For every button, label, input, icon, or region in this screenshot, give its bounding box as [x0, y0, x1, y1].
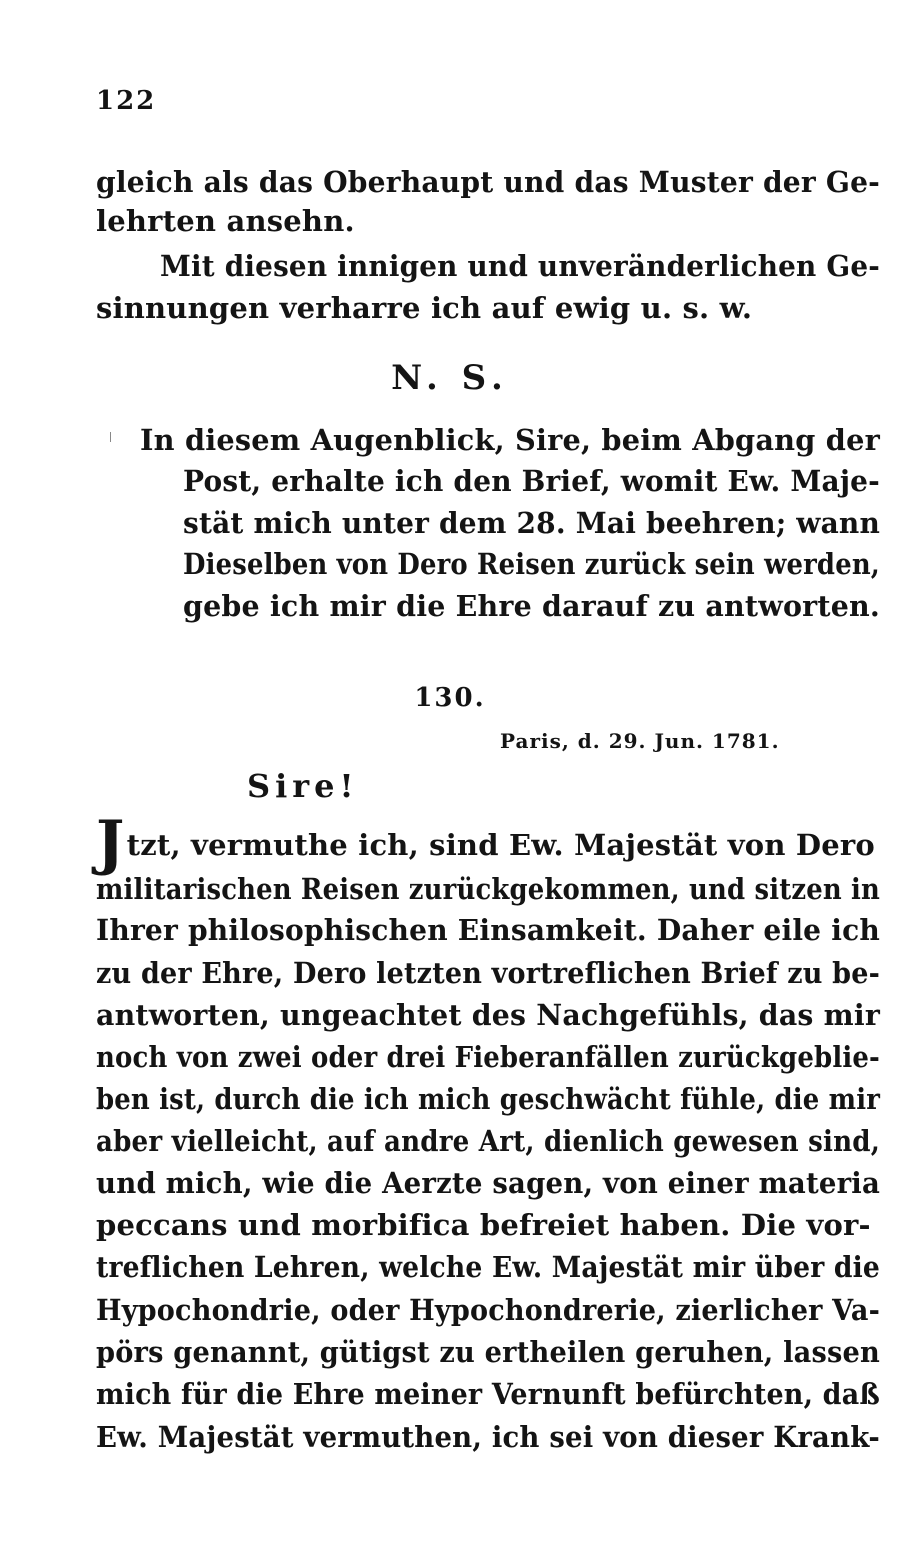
page-number: 122	[96, 86, 157, 116]
body-line: lehrten ansehn.	[96, 204, 355, 238]
letter-line: Ihrer philosophischen Einsamkeit. Daher eile ich	[96, 913, 880, 947]
postscript-line: gebe ich mir die Ehre darauf zu antworten.	[183, 589, 881, 623]
letter-line: militarischen Reisen zurückgekommen, und sitzen in	[96, 872, 881, 906]
drop-cap: J	[96, 808, 125, 878]
body-line: gleich als das Oberhaupt und das Muster der Ge-	[96, 165, 881, 199]
postscript-line: stät mich unter dem 28. Mai beehren; wann	[183, 506, 881, 540]
postscript-line: In diesem Augenblick, Sire, beim Abgang der	[140, 423, 880, 457]
letter-line: aber vielleicht, auf andre Art, dienlich gewesen sind,	[96, 1124, 881, 1158]
letter-first-line	[96, 808, 875, 878]
letter-line: antworten, ungeachtet des Nachgefühls, das mir	[96, 998, 880, 1032]
letter-salutation: Sire!	[247, 767, 359, 805]
letter-line: Ew. Majestät vermuthen, ich sei von dieser Krank-	[96, 1420, 880, 1454]
letter-line: peccans und morbifica befreiet haben. Die vor-	[96, 1208, 871, 1242]
letter-line: mich für die Ehre meiner Vernunft befürchten, daß	[96, 1377, 880, 1411]
letter-line: zu der Ehre, Dero letzten vortreflichen Brief zu be-	[96, 956, 881, 990]
postscript-line: Post, erhalte ich den Brief, womit Ew. Maje-	[183, 464, 880, 498]
letter-line: pörs genannt, gütigst zu ertheilen geruhen, lassen	[96, 1335, 880, 1369]
letter-dateline: Paris, d. 29. Jun. 1781.	[500, 729, 780, 753]
margin-mark	[110, 432, 111, 442]
letter-line: noch von zwei oder drei Fieberanfällen zurückgeblie-	[96, 1040, 881, 1074]
body-line: sinnungen verharre ich auf ewig u. s. w.	[96, 291, 753, 325]
letter-line: und mich, wie die Aerzte sagen, von einer materia	[96, 1166, 881, 1200]
body-line: Mit diesen innigen und unveränderlichen Ge-	[160, 249, 881, 283]
postscript-line: Dieselben von Dero Reisen zurück sein werden,	[183, 547, 880, 581]
letter-number: 130.	[414, 683, 486, 713]
postscript-heading: N. S.	[391, 358, 509, 398]
letter-line: treflichen Lehren, welche Ew. Majestät mir über die	[96, 1250, 881, 1284]
letter-line: Hypochondrie, oder Hypochondrerie, zierlicher Va-	[96, 1293, 881, 1327]
first-line-text: tzt, vermuthe ich, sind Ew. Majestät von Dero	[126, 828, 875, 862]
letter-line: ben ist, durch die ich mich geschwächt fühle, die mir	[96, 1082, 881, 1116]
